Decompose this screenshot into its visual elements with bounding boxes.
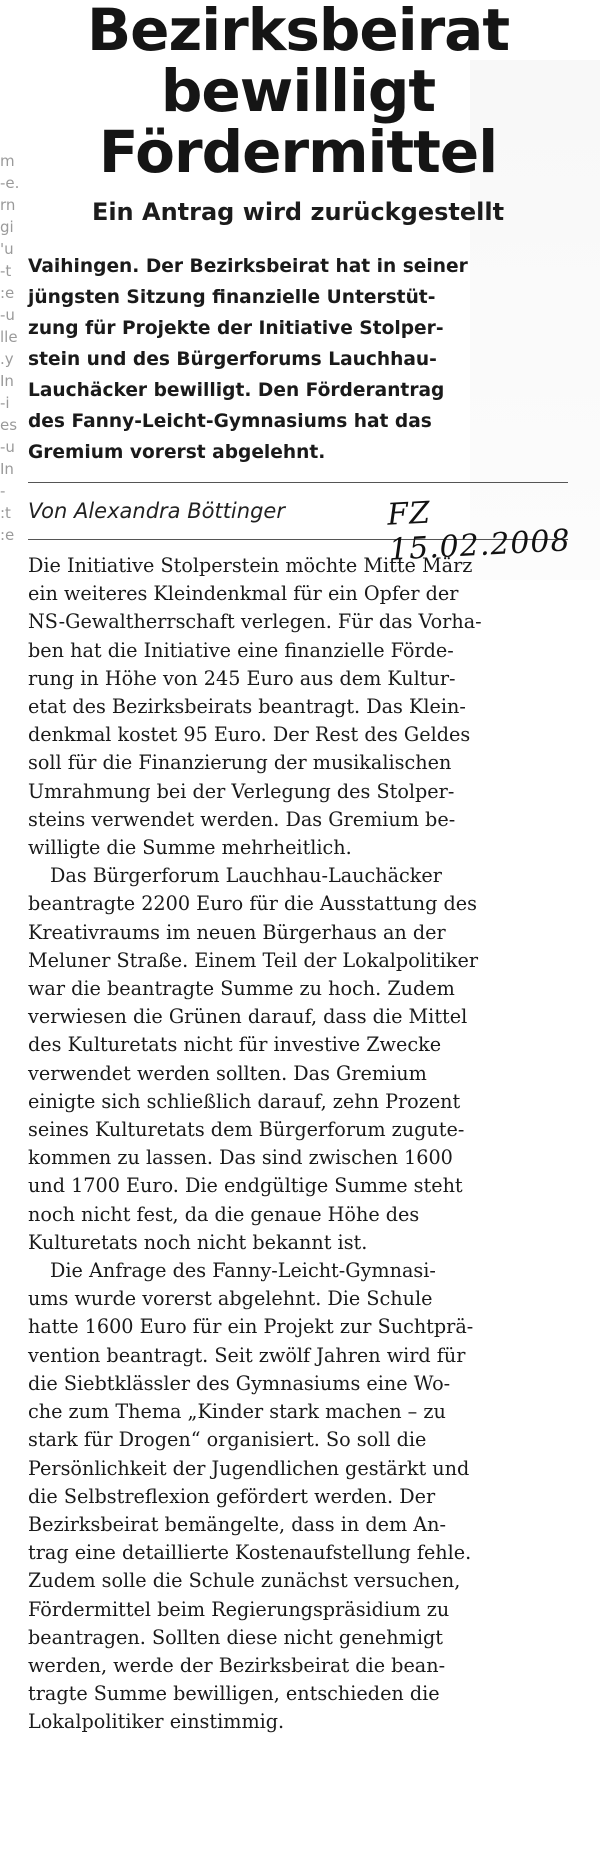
body-line: beantragen. Sollten diese nicht genehmigt — [28, 1625, 443, 1649]
left-margin-clipping-residue: m -e. rn gi 'u -t :e -u lle .y In -i es -u In - :t :e — [0, 152, 20, 544]
body-line: denkmal kostet 95 Euro. Der Rest des Geldes — [28, 723, 471, 747]
body-line: ums wurde vorerst abgelehnt. Die Schule — [28, 1287, 433, 1311]
body-line: verwiesen die Grünen darauf, dass die Mittel — [28, 1005, 468, 1029]
body-line: seines Kulturetats dem Bürgerforum zugute- — [28, 1118, 465, 1142]
lead-line: zung für Projekte der Initiative Stolper- — [28, 318, 444, 339]
body-line: Die Initiative Stolperstein möchte Mitte März — [28, 554, 473, 577]
lead-line: stein und des Bürgerforums Lauchhau- — [28, 349, 437, 370]
body-line: stark für Drogen“ organisiert. So soll die — [28, 1428, 427, 1452]
body-line: beantragte 2200 Euro für die Ausstattung des — [28, 892, 477, 916]
body-line: und 1700 Euro. Die endgültige Summe steht — [28, 1174, 463, 1198]
lead-paragraph — [28, 251, 568, 468]
body-line: Zudem solle die Schule zunächst versuchen, — [28, 1569, 461, 1593]
body-line: verwendet werden sollten. Das Gremium — [28, 1061, 427, 1085]
body-line: willigte die Summe mehrheitlich. — [28, 836, 352, 860]
body-line: etat des Bezirksbeirats beantragt. Das Klein- — [28, 695, 466, 719]
body-line: Persönlichkeit der Jugendlichen gestärkt und — [28, 1456, 470, 1480]
headline-line: Bezirksbeirat — [86, 0, 510, 64]
body-line: Das Bürgerforum Lauchhau-Lauchäcker — [50, 864, 442, 888]
subheadline: Ein Antrag wird zurückgestellt — [91, 198, 505, 226]
newspaper-article — [28, 0, 572, 1737]
lead-line: des Fanny-Leicht-Gymnasiums hat das — [28, 411, 432, 432]
body-line: tragte Summe bewilligen, entschieden die — [28, 1682, 440, 1706]
body-line: kommen zu lassen. Das sind zwischen 1600 — [28, 1146, 453, 1170]
body-line: Die Anfrage des Fanny-Leicht-Gymnasi- — [50, 1259, 436, 1283]
body-line: Kulturetats noch nicht bekannt ist. — [28, 1230, 368, 1254]
divider-top — [28, 482, 568, 483]
body-line: che zum Thema „Kinder stark machen – zu — [28, 1400, 446, 1424]
body-line: war die beantragte Summe zu hoch. Zudem — [28, 977, 455, 1001]
lead-line: jüngsten Sitzung finanzielle Unterstüt- — [28, 287, 436, 308]
lead-line: Gremium vorerst abgelehnt. — [28, 442, 326, 463]
body-line: noch nicht fest, da die genaue Höhe des — [28, 1202, 420, 1226]
handwritten-date-stamp: FZ 15.02.2008 — [386, 495, 572, 568]
body-line: hatte 1600 Euro für ein Projekt zur Suchtprä- — [28, 1315, 474, 1339]
byline: Von Alexandra Böttinger — [28, 499, 285, 523]
lead-line: Vaihingen. Der Bezirksbeirat hat in seiner — [28, 256, 468, 277]
body-line: werden, werde der Bezirksbeirat die bean- — [28, 1653, 446, 1677]
body-line: trag eine detaillierte Kostenaufstellung fehle. — [28, 1541, 472, 1565]
body-line: steins verwendet werden. Das Gremium be- — [28, 807, 456, 831]
body-line: vention beantragt. Seit zwölf Jahren wird für — [28, 1343, 466, 1367]
headline-line: bewilligt — [160, 57, 436, 125]
body-line: soll für die Finanzierung der musikalischen — [28, 751, 452, 775]
body-line: Meluner Straße. Einem Teil der Lokalpolitiker — [28, 948, 479, 972]
body-line: ein weiteres Kleindenkmal für ein Opfer der — [28, 582, 459, 606]
body-line: einigte sich schließlich darauf, zehn Prozent — [28, 1089, 461, 1113]
body-line: NS-Gewaltherrschaft verlegen. Für das Vorha- — [28, 610, 482, 634]
body-line: Bezirksbeirat bemängelte, dass in dem An- — [28, 1512, 446, 1536]
body-line: Kreativraums im neuen Bürgerhaus an der — [28, 920, 446, 944]
body-line: ben hat die Initiative eine finanzielle Förde- — [28, 638, 454, 662]
body-line: Fördermittel beim Regierungspräsidium zu — [28, 1597, 450, 1621]
headline-line: Fördermittel — [98, 118, 498, 186]
body-line: des Kulturetats nicht für investive Zwecke — [28, 1033, 442, 1057]
body-line: Umrahmung bei der Verlegung des Stolper- — [28, 779, 455, 803]
body-line: rung in Höhe von 245 Euro aus dem Kultur- — [28, 666, 456, 690]
body-line: die Selbstreflexion gefördert werden. Der — [28, 1484, 436, 1508]
article-body — [28, 552, 568, 1737]
lead-line: Lauchäcker bewilligt. Den Förderantrag — [28, 380, 445, 401]
body-line: die Siebtklässler des Gymnasiums eine Wo- — [28, 1371, 451, 1395]
body-line: Lokalpolitiker einstimmig. — [28, 1710, 285, 1734]
headline — [28, 0, 568, 186]
